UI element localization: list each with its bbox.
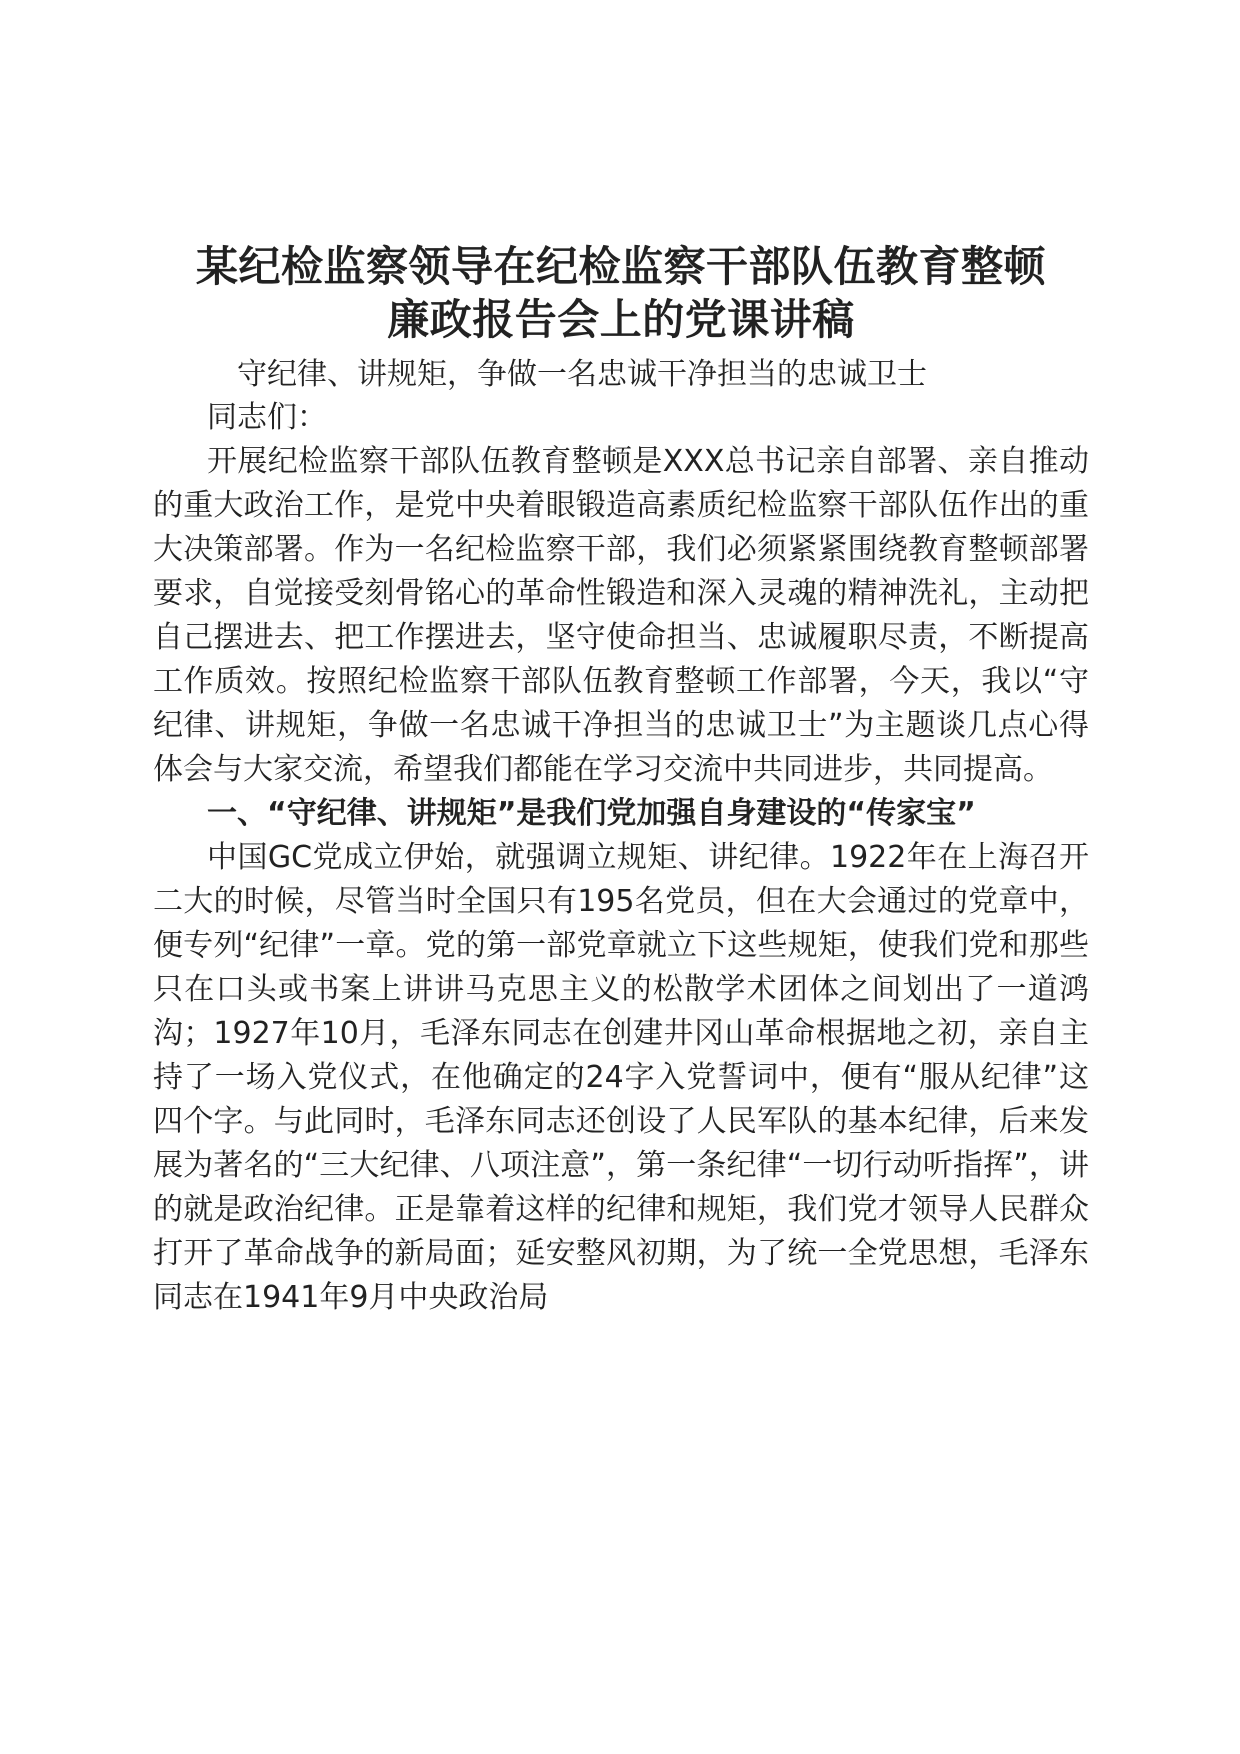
document-title <box>153 240 1089 346</box>
document-body <box>153 240 1089 1320</box>
section-1-paragraph: 中国GC党成立伊始，就强调立规矩、讲纪律。1922年在上海召开二大的时候，尽管当时全国只有195名党员，但在大会通过的党章中，便专列“纪律”一章。党的第一部党章就立下这些规矩，使我们党和那些只在口头或书案上讲讲马克思主义的松散学术团体之间划出了一道鸿沟；1927年10月，毛泽东同志在创建井冈山革命根据地之初，亲自主持了一场入党仪式，在他确定的24字入党誓词中，便有“服从纪律”这四个字。与此同时，毛泽东同志还创设了人民军队的基本纪律，后来发展为著名的“三大纪律、八项注意”，第一条纪律“一切行动听指挥”，讲的就是政治纪律。正是靠着这样的纪律和规矩，我们党才领导人民群众打开了革命战争的新局面；延安整风初期，为了统一全党思想，毛泽东同志在1941年9月中央政治局 <box>153 840 1089 1315</box>
intro-paragraph: 开展纪检监察干部队伍教育整顿是XXX总书记亲自部署、亲自推动的重大政治工作，是党中央着眼锻造高素质纪检监察干部队伍作出的重大决策部署。作为一名纪检监察干部，我们必须紧紧围绕教育整顿部署要求，自觉接受刻骨铭心的革命性锻造和深入灵魂的精神洗礼，主动把自己摆进去、把工作摆进去，坚守使命担当、忠诚履职尽责，不断提高工作质效。按照纪检监察干部队伍教育整顿工作部署，今天，我以“守纪律、讲规矩，争做一名忠诚干净担当的忠诚卫士”为主题谈几点心得体会与大家交流，希望我们都能在学习交流中共同进步，共同提高。 <box>153 444 1089 787</box>
title-line-1: 某纪检监察领导在纪检监察干部队伍教育整顿 <box>195 242 1046 291</box>
title-line-2: 廉政报告会上的党课讲稿 <box>387 295 855 344</box>
section-1-heading: 一、“守纪律、讲规矩”是我们党加强自身建设的“传家宝” <box>207 796 976 831</box>
document-subtitle: 守纪律、讲规矩，争做一名忠诚干净担当的忠诚卫士 <box>237 357 927 392</box>
salutation: 同志们： <box>207 400 327 435</box>
